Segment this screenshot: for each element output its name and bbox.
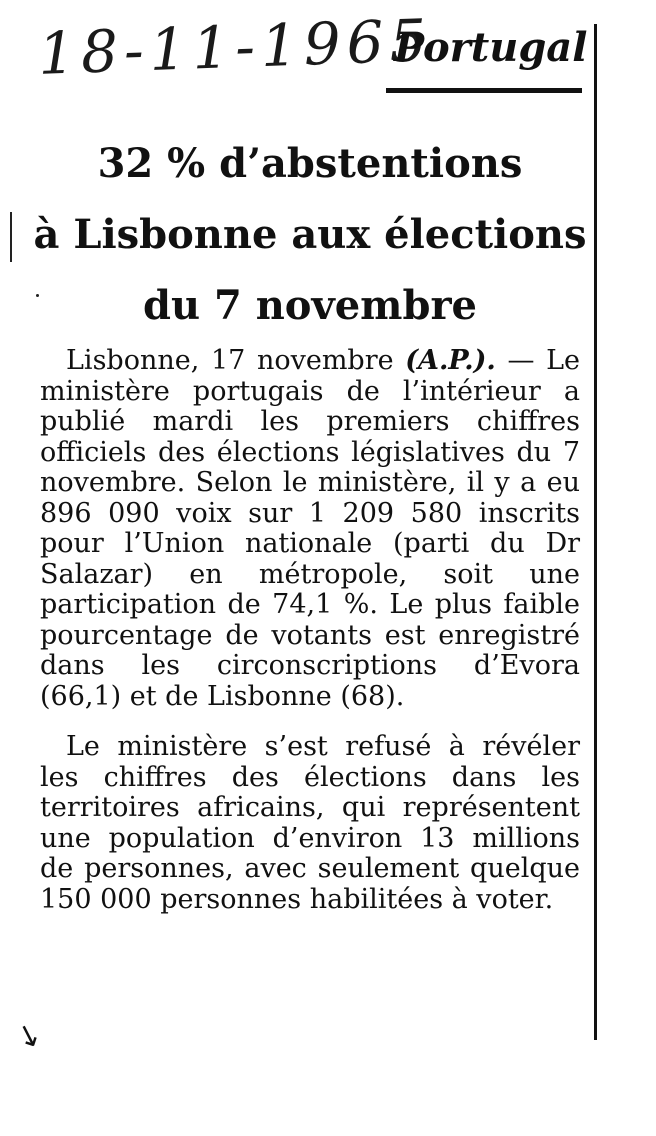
- section-label: Portugal: [394, 24, 588, 71]
- headline-line-1: 32 % d’abstentions: [97, 140, 523, 187]
- paragraph-2: Le ministère s’est refusé à révéler les chiffres des élections dans les territoires africains, qui représentent une population d’environ 13 millions de personnes, avec seulement quelque 150 000 personnes habilitées à voter.: [40, 731, 580, 915]
- headline-line-3: du 7 novembre: [142, 282, 477, 329]
- article-headline: [20, 128, 600, 341]
- headline-line-2: à Lisbonne aux élections: [33, 211, 587, 258]
- paragraph-1: [40, 346, 580, 712]
- article-body: [40, 346, 580, 915]
- dateline: Lisbonne, 17 novembre: [66, 345, 394, 376]
- paragraph-1-text: — Le ministère portugais de l’intérieur a publié mardi les premiers chiffres officiels des élections législatives du 7 novembre. Selon le ministère, il y a eu 896 090 voix sur 1 209 580 inscrits pour l’Union nationale (parti du Dr Salazar) en métropole, soit une participation de 74,1 %. Le plus faible pourcentage de votants est enregistré dans les circonscriptions d’Evora (66,1) et de Lisbonne (68).: [40, 345, 581, 712]
- margin-tick-mark: [10, 212, 12, 262]
- agency-credit: (A.P.).: [405, 345, 496, 376]
- section-underline: [386, 88, 582, 93]
- handwritten-date: 18-11-1965: [36, 6, 434, 88]
- margin-check-mark: ↘: [11, 1014, 46, 1057]
